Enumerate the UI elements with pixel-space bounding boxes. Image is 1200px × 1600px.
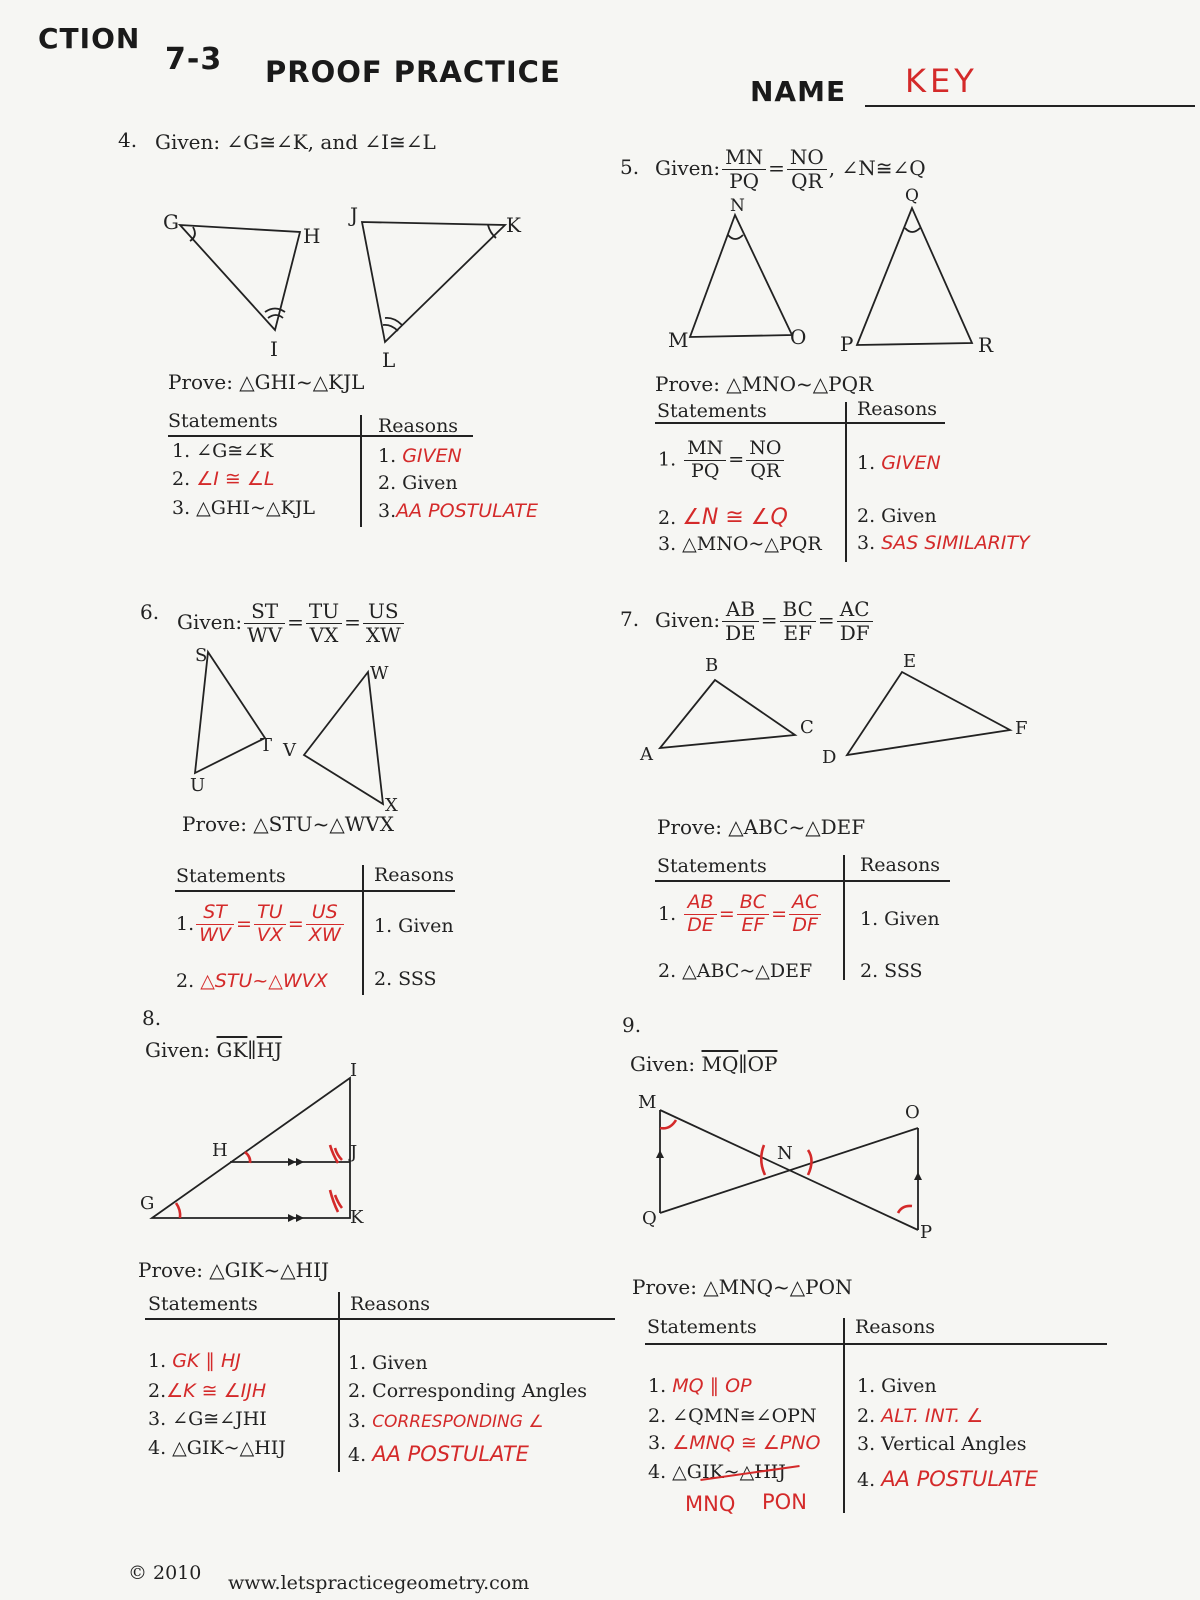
p9-label-q: Q xyxy=(642,1208,657,1229)
p4-statement-3: 3. △GHI~△KJL xyxy=(172,497,315,519)
p6-prove: Prove: △STU~△WVX xyxy=(182,812,394,836)
p8-reason-1: 1. Given xyxy=(348,1352,428,1374)
p9-label-n: N xyxy=(777,1143,793,1164)
p5-label-m: M xyxy=(668,328,689,352)
p4-statements-header: Statements xyxy=(168,410,278,432)
p4-prove: Prove: △GHI~△KJL xyxy=(168,370,365,394)
p9-correction-mnq: MNQ xyxy=(685,1492,736,1516)
p5-statement-2: 2. ∠N ≅ ∠Q xyxy=(658,505,788,530)
p7-label-b: B xyxy=(705,655,719,676)
p5-triangle-pqr xyxy=(857,208,972,345)
p5-label-p: P xyxy=(840,332,854,356)
p6-label-x: X xyxy=(385,795,398,816)
p4-reason-2: 2. Given xyxy=(378,472,458,494)
p9-reason-3: 3. Vertical Angles xyxy=(857,1433,1027,1455)
p4-triangle-jkl xyxy=(362,222,505,342)
p5-reasons-header: Reasons xyxy=(857,398,938,420)
p8-triangle-gik xyxy=(152,1078,350,1218)
p8-statements-header: Statements xyxy=(148,1293,258,1315)
p9-reason-1: 1. Given xyxy=(857,1375,937,1397)
p9-label-p: P xyxy=(920,1222,933,1243)
p5-label-o: O xyxy=(790,325,807,349)
p9-given: Given: $\overline{MQ}\parallel\overline{OP}$ xyxy=(630,1052,778,1076)
p7-reason-1: 1. Given xyxy=(860,908,940,930)
p6-label-t: T xyxy=(260,735,273,756)
p6-label-v: V xyxy=(283,740,296,761)
p4-label-g: G xyxy=(163,210,179,234)
p6-given: Given: $\frac{ST}{WV}$ = $\frac{TU}{VX}$ = $\frac{US}{XW}$ xyxy=(177,600,406,647)
p7-label-d: D xyxy=(822,747,837,768)
p9-statement-3: 3. ∠MNQ ≅ ∠PNO xyxy=(648,1432,821,1454)
p6-statement-1: 1. $\frac{ST}{WV}$ = $\frac{TU}{VX}$ = $\frac{US}{XW}$ xyxy=(176,902,346,947)
footer-copyright: © 2010 xyxy=(128,1562,202,1584)
p9-statement-4: 4. △GIK~△HIJ xyxy=(648,1461,786,1483)
p7-prove: Prove: △ABC~△DEF xyxy=(657,815,866,839)
p8-label-j: J xyxy=(350,1142,358,1163)
p4-triangle-ghi xyxy=(180,225,300,330)
p4-number: 4. xyxy=(118,128,138,152)
p7-label-f: F xyxy=(1015,718,1028,739)
p8-label-k: K xyxy=(350,1207,364,1228)
p8-prove: Prove: △GIK~△HIJ xyxy=(138,1258,329,1282)
p7-statements-header: Statements xyxy=(657,855,767,877)
p7-label-c: C xyxy=(800,717,814,738)
p4-reason-1: 1. GIVEN xyxy=(378,445,462,467)
p5-statement-3: 3. △MNO~△PQR xyxy=(658,533,822,555)
p7-label-e: E xyxy=(903,651,917,672)
p8-reasons-header: Reasons xyxy=(350,1293,431,1315)
p7-triangle-abc xyxy=(660,680,795,748)
p5-label-q: Q xyxy=(905,186,919,206)
p5-reason-3: 3. SAS SIMILARITY xyxy=(857,532,1030,554)
p5-prove: Prove: △MNO~△PQR xyxy=(655,372,874,396)
p6-label-w: W xyxy=(370,663,389,684)
p8-statement-2: 2.∠K ≅ ∠IJH xyxy=(148,1380,267,1402)
lesson-number: 7-3 xyxy=(165,42,223,77)
p6-label-u: U xyxy=(190,775,206,796)
p4-label-h: H xyxy=(303,224,321,248)
p4-label-i: I xyxy=(270,337,278,361)
name-value: KEY xyxy=(905,62,978,100)
p4-label-l: L xyxy=(382,348,396,372)
p5-reason-1: 1. GIVEN xyxy=(857,452,941,474)
footer-url[interactable]: www.letspracticegeometry.com xyxy=(228,1572,530,1594)
p7-statement-1: 1. $\frac{AB}{DE}$ = $\frac{BC}{EF}$ = $\frac{AC}{DF}$ xyxy=(658,892,823,937)
p9-reasons-header: Reasons xyxy=(855,1316,936,1338)
page-title: PROOF PRACTICE xyxy=(265,55,561,89)
p7-given: Given: $\frac{AB}{DE}$ = $\frac{BC}{EF}$ = $\frac{AC}{DF}$ xyxy=(655,598,875,645)
p8-statement-4: 4. △GIK~△HIJ xyxy=(148,1437,286,1459)
p8-label-i: I xyxy=(350,1060,358,1081)
p8-label-h: H xyxy=(212,1140,228,1161)
p9-number: 9. xyxy=(622,1013,642,1037)
p5-statements-header: Statements xyxy=(657,400,767,422)
p5-reason-2: 2. Given xyxy=(857,505,937,527)
p6-statement-2: 2. △STU~△WVX xyxy=(176,970,328,992)
p4-given: Given: ∠G≅∠K, and ∠I≅∠L xyxy=(155,130,436,154)
p9-statement-2: 2. ∠QMN≅∠OPN xyxy=(648,1405,817,1427)
p6-statements-header: Statements xyxy=(176,865,286,887)
p9-label-o: O xyxy=(905,1102,920,1123)
p4-reason-3: 3.AA POSTULATE xyxy=(378,500,538,522)
p4-statement-1: 1. ∠G≅∠K xyxy=(172,440,274,462)
p8-label-g: G xyxy=(140,1193,155,1214)
p9-statements-header: Statements xyxy=(647,1316,757,1338)
name-label: NAME xyxy=(750,75,847,108)
p8-reason-2: 2. Corresponding Angles xyxy=(348,1380,588,1402)
p8-reason-3: 3. CORRESPONDING ∠ xyxy=(348,1410,544,1432)
p9-label-m: M xyxy=(638,1092,657,1113)
p7-reason-2: 2. SSS xyxy=(860,960,923,982)
p4-reasons-header: Reasons xyxy=(378,415,459,437)
p4-statement-2: 2. ∠I ≅ ∠L xyxy=(172,468,275,490)
p7-statement-2: 2. △ABC~△DEF xyxy=(658,960,813,982)
p5-statement-1: 1. $\frac{MN}{PQ}$ = $\frac{NO}{QR}$ xyxy=(658,438,786,483)
p9-statement-1: 1. MQ ∥ OP xyxy=(648,1375,752,1397)
p7-triangle-def xyxy=(847,672,1010,755)
p9-correction-pon: PON xyxy=(762,1490,807,1514)
p5-number: 5. xyxy=(620,155,640,179)
p6-number: 6. xyxy=(140,600,160,624)
p6-reasons-header: Reasons xyxy=(374,864,455,886)
section-label: CTION xyxy=(38,22,141,55)
p8-number: 8. xyxy=(142,1006,162,1030)
p4-label-j: J xyxy=(350,203,359,227)
p7-number: 7. xyxy=(620,607,640,631)
p5-label-n: N xyxy=(730,196,745,216)
p4-label-k: K xyxy=(506,213,521,237)
p8-given: Given: $\overline{GK}\parallel\overline{HJ}$ xyxy=(145,1038,283,1062)
p7-label-a: A xyxy=(640,744,653,765)
p9-prove: Prove: △MNQ~△PON xyxy=(632,1275,853,1299)
p5-label-r: R xyxy=(978,333,994,357)
p6-triangle-wvx xyxy=(304,672,383,804)
p9-reason-2: 2. ALT. INT. ∠ xyxy=(857,1405,984,1427)
p6-label-s: S xyxy=(195,645,208,666)
p5-triangle-mno xyxy=(690,215,792,337)
p8-reason-4: 4. AA POSTULATE xyxy=(348,1442,529,1466)
p9-segment-qo xyxy=(660,1128,918,1213)
p6-reason-2: 2. SSS xyxy=(374,968,437,990)
p8-statement-1: 1. GK ∥ HJ xyxy=(148,1350,241,1372)
p7-reasons-header: Reasons xyxy=(860,854,941,876)
p6-triangle-stu xyxy=(195,652,265,773)
p9-reason-4: 4. AA POSTULATE xyxy=(857,1467,1038,1491)
p5-given: Given: $\frac{MN}{PQ}$ = $\frac{NO}{QR}$ , ∠N≅∠Q xyxy=(655,145,926,193)
p8-statement-3: 3. ∠G≅∠JHI xyxy=(148,1408,267,1430)
p6-reason-1: 1. Given xyxy=(374,915,454,937)
